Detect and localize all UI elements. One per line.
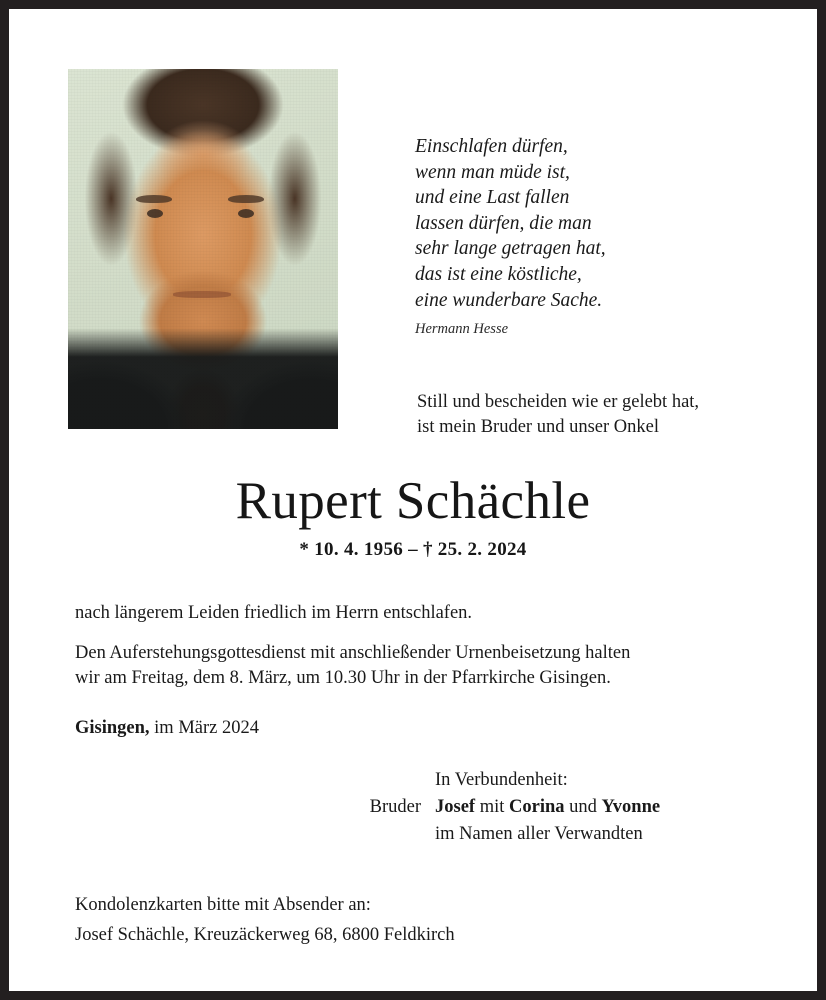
mourner-name-second: Corina: [509, 797, 565, 817]
mourners-heading: In Verbundenheit:: [435, 770, 568, 790]
deceased-dates: * 10. 4. 1956 – † 25. 2. 2024: [299, 539, 527, 560]
verse-line: Einschlafen dürfen,: [415, 136, 568, 157]
paragraph-spacer: [75, 627, 775, 641]
mourners-relation-label: Bruder: [369, 797, 421, 817]
place-and-date: [75, 716, 259, 741]
deceased-block: [18, 471, 808, 561]
intro-line: ist mein Bruder und unser Onkel: [417, 417, 659, 437]
verse-line: das ist eine köstliche,: [415, 263, 582, 285]
verse-line: wenn man müde ist,: [415, 161, 570, 183]
mourners-conjunction-2: und: [564, 797, 602, 817]
mourners-block: [309, 767, 729, 848]
mourners-conjunction-1: mit: [475, 797, 509, 817]
mourners-footer-row: [309, 821, 729, 848]
body-paragraph-2-line-1: Den Auferstehungsgottesdienst mit anschließender Urnenbeisetzung halten: [75, 642, 631, 663]
intro-line: Still und bescheiden wie er gelebt hat,: [417, 392, 700, 412]
condolence-instruction: Kondolenzkarten bitte mit Absender an:: [75, 895, 371, 915]
mourner-name-primary: Josef: [435, 797, 476, 817]
condolence-address: Josef Schächle, Kreuzäckerweg 68, 6800 Feldkirch: [75, 925, 455, 945]
deceased-name: Rupert Schächle: [235, 472, 591, 530]
verse-line: und eine Last fallen: [415, 187, 570, 209]
place-date: im März 2024: [149, 718, 259, 738]
verse-line: sehr lange getragen hat,: [415, 238, 606, 260]
obituary-sheet: [9, 9, 817, 991]
intro-text: [417, 390, 757, 440]
mourners-names: [435, 794, 729, 821]
body-text: [75, 601, 775, 692]
portrait-photo: [68, 69, 338, 429]
portrait-grain-overlay: [68, 69, 338, 429]
body-paragraph-2-line-2: wir am Freitag, dem 8. März, um 10.30 Uhr in der Pfarrkirche Gisingen.: [75, 668, 611, 688]
verse-author: Hermann Hesse: [415, 321, 509, 338]
place-town: Gisingen,: [75, 718, 150, 738]
verse-line: lassen dürfen, die man: [415, 212, 592, 234]
mourners-footer: im Namen aller Verwandten: [435, 824, 643, 844]
verse-line: eine wunderbare Sache.: [415, 289, 603, 311]
mourner-name-third: Yvonne: [601, 797, 661, 817]
body-paragraph-1: nach längerem Leiden friedlich im Herrn entschlafen.: [75, 603, 473, 623]
memorial-verse: [415, 134, 745, 338]
condolence-block: [75, 890, 775, 950]
mourners-heading-row: [309, 767, 729, 794]
mourners-names-row: [309, 794, 729, 821]
